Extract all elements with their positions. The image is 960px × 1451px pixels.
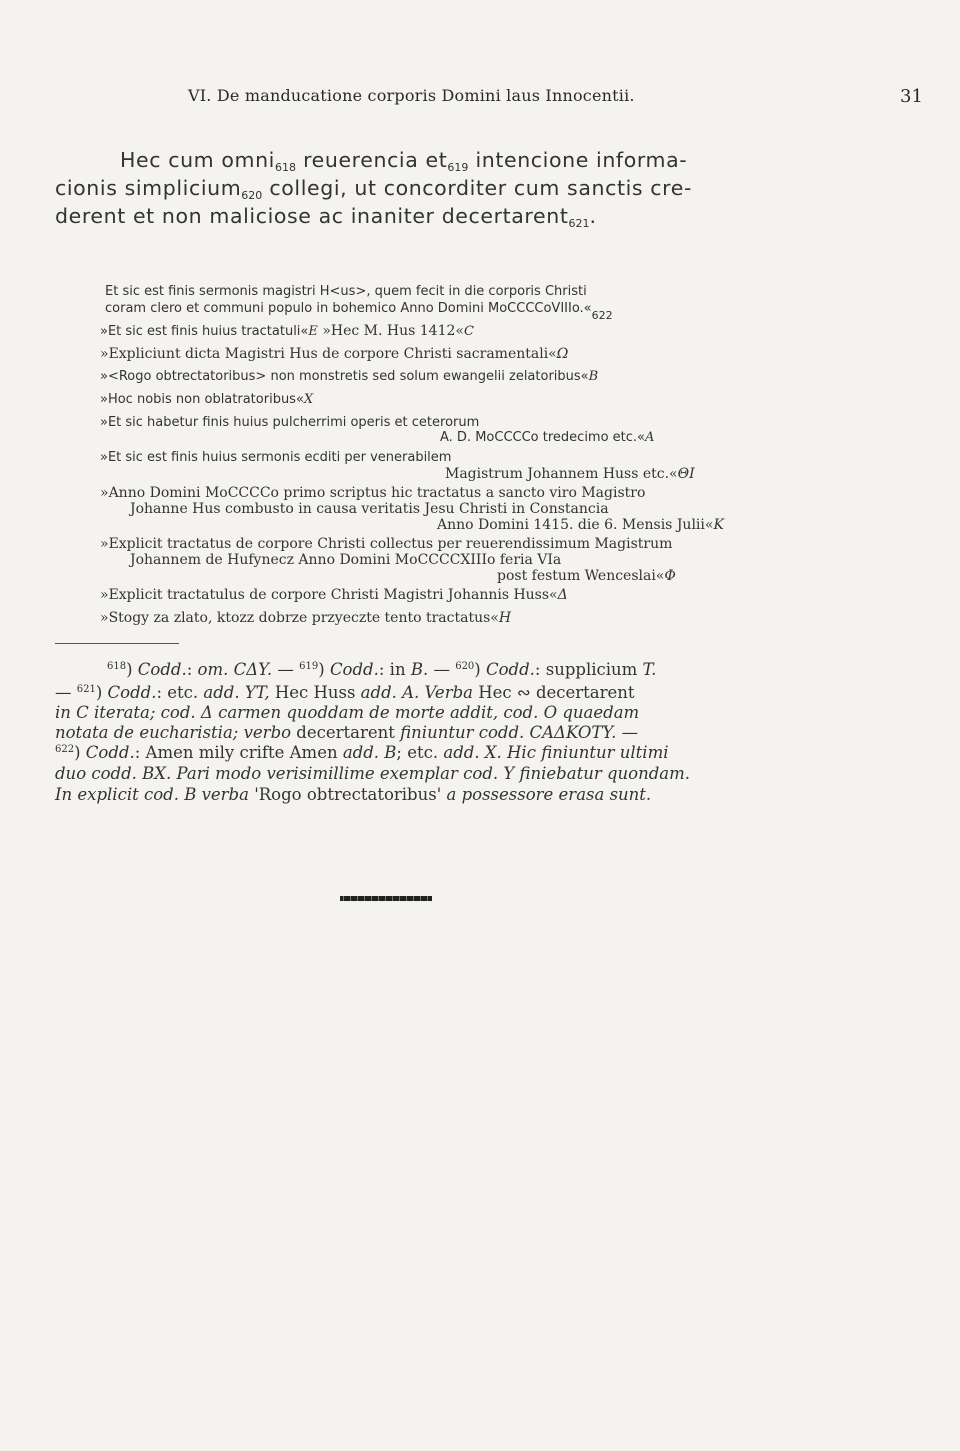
text-segment: — bbox=[428, 660, 456, 679]
text-segment: derent et non maliciose ac inaniter decertarent bbox=[55, 204, 569, 228]
text-segment: reuerencia et bbox=[295, 148, 448, 172]
text-segment: : supplicium bbox=[534, 660, 643, 679]
explicit-line bbox=[497, 568, 676, 584]
text-segment: : etc. bbox=[156, 683, 204, 702]
footnote-line bbox=[55, 743, 669, 762]
explicit-line bbox=[130, 552, 561, 568]
siglum: B bbox=[588, 369, 599, 384]
running-title: VI. De manducatione corporis Domini laus Innocentii. bbox=[188, 86, 635, 105]
text-segment: Hec Huss bbox=[269, 683, 361, 702]
text-segment: »Et sic habetur finis huius pulcherrimi operis et ceterorum bbox=[100, 415, 480, 430]
text-segment: Magistrum Johannem Huss etc.« bbox=[445, 466, 678, 482]
footnote-line bbox=[55, 723, 638, 742]
siglum: Δ bbox=[557, 587, 568, 603]
explicit-line bbox=[100, 369, 598, 384]
siglum: ΘI bbox=[677, 466, 695, 482]
footnote-line bbox=[55, 785, 651, 804]
explicit-line bbox=[130, 501, 609, 517]
text-segment: decertarent bbox=[291, 723, 401, 742]
footnote-number: 621 bbox=[76, 684, 96, 695]
text-segment: Codd. bbox=[85, 743, 135, 762]
footnote-ref-619: 619 bbox=[447, 161, 469, 174]
text-segment: . bbox=[589, 204, 597, 228]
text-segment: coram clero et communi populo in bohemico Anno Domini MoCCCCoVIIIo.« bbox=[105, 301, 592, 316]
siglum: C bbox=[463, 324, 474, 339]
text-segment: »Stogy za zlato, ktozz dobrze przyeczte tento tractatus« bbox=[100, 610, 499, 626]
siglum: H bbox=[498, 610, 512, 626]
text-segment: notata de eucharistia; verbo bbox=[55, 723, 292, 742]
text-segment: »Explicit tractatus de corpore Christi collectus per reuerendissimum Magistrum bbox=[100, 536, 673, 552]
footnote-separator bbox=[55, 643, 179, 644]
footnote-number: 618 bbox=[107, 661, 127, 672]
text-segment: post festum Wenceslai« bbox=[497, 568, 665, 584]
text-segment: »<Rogo obtrectatoribus> non monstretis sed solum ewangelii zelatoribus« bbox=[100, 369, 589, 384]
text-segment: : Amen mily crifte Amen bbox=[134, 743, 343, 762]
text-segment: add. A. Verba bbox=[360, 683, 473, 702]
footnote-ref-618: 618 bbox=[274, 161, 296, 174]
footnote-number: 622 bbox=[55, 744, 75, 755]
text-segment: ) bbox=[474, 660, 486, 679]
text-segment: : bbox=[186, 660, 198, 679]
page-number: 31 bbox=[900, 86, 923, 107]
explicit-line bbox=[100, 346, 568, 362]
explicit-line bbox=[445, 466, 695, 482]
text-segment: Hec ∾ decertarent bbox=[472, 683, 635, 702]
footnote-line bbox=[55, 703, 639, 722]
footnote-line bbox=[55, 764, 690, 783]
text-segment: — bbox=[55, 683, 77, 702]
explicit-line bbox=[105, 284, 587, 299]
text-segment: Codd. bbox=[329, 660, 379, 679]
footnote-ref-620: 620 bbox=[241, 189, 263, 202]
siglum: Φ bbox=[664, 568, 676, 584]
footnote-line bbox=[107, 660, 656, 679]
footnote-number: 619 bbox=[299, 661, 319, 672]
explicit-line bbox=[100, 392, 313, 407]
text-segment: ) bbox=[318, 660, 330, 679]
text-segment: add. YT, bbox=[203, 683, 270, 702]
siglum: X bbox=[303, 392, 314, 407]
explicit-line bbox=[100, 536, 672, 552]
text-segment: In explicit cod. B verba bbox=[55, 785, 249, 804]
footnote-number: 620 bbox=[455, 661, 475, 672]
explicit-line bbox=[100, 415, 479, 430]
explicit-line bbox=[100, 323, 474, 339]
explicit-line bbox=[105, 301, 613, 322]
explicit-line bbox=[437, 517, 724, 533]
text-segment: ) bbox=[126, 660, 138, 679]
siglum: A bbox=[645, 430, 655, 445]
text-segment: »Et sic est finis huius sermonis ecditi per venerabilem bbox=[100, 450, 452, 465]
text-segment: : in bbox=[378, 660, 411, 679]
footnote-ref-621: 621 bbox=[568, 217, 590, 230]
text-segment: duo codd. BX. Pari modo verisimillime exemplar cod. Y finiebatur quondam. bbox=[55, 764, 691, 783]
text-segment: a possessore erasa sunt. bbox=[446, 785, 652, 804]
text-segment: ) bbox=[74, 743, 86, 762]
text-segment: T. bbox=[642, 660, 657, 679]
explicit-line bbox=[440, 430, 654, 445]
siglum: E bbox=[308, 324, 318, 339]
text-segment: Hec cum omni bbox=[120, 148, 275, 172]
printer-mark bbox=[340, 896, 432, 901]
text-segment: add. X. Hic finiuntur ultimi bbox=[443, 743, 669, 762]
explicit-line bbox=[100, 587, 568, 603]
footnote-line bbox=[55, 683, 635, 702]
siglum: K bbox=[713, 517, 724, 533]
text-segment: B. bbox=[410, 660, 429, 679]
text-segment: »Anno Domini MoCCCCo primo scriptus hic tractatus a sancto viro Magistro bbox=[100, 485, 646, 501]
text-segment: add. B bbox=[342, 743, 397, 762]
explicit-line bbox=[100, 485, 645, 501]
text-segment: collegi, ut concorditer cum sanctis cre- bbox=[262, 176, 692, 200]
main-line-3 bbox=[55, 202, 597, 238]
text-segment: ; etc. bbox=[396, 743, 444, 762]
text-segment: cionis simplicium bbox=[55, 176, 242, 200]
footnote-ref-622: 622 bbox=[591, 309, 613, 322]
text-segment: finiuntur codd. CAΔKOTY. bbox=[400, 723, 617, 742]
text-segment: ) bbox=[95, 683, 108, 702]
text-segment: A. D. MoCCCCo tredecimo etc.« bbox=[440, 430, 646, 445]
text-segment: — bbox=[616, 723, 639, 742]
text-segment: »Expliciunt dicta Magistri Hus de corpore Christi sacramentali« bbox=[100, 346, 557, 362]
text-segment: Johannem de Hufynecz Anno Domini MoCCCCXIIIo feria VIa bbox=[130, 552, 562, 568]
text-segment: »Explicit tractatulus de corpore Christi Magistri Johannis Huss« bbox=[100, 587, 558, 603]
text-segment: — bbox=[272, 660, 300, 679]
text-segment: »Hoc nobis non oblatratoribus« bbox=[100, 392, 304, 407]
explicit-line bbox=[100, 610, 511, 626]
text-segment: Johanne Hus combusto in causa veritatis Jesu Christi in Constancia bbox=[130, 501, 609, 517]
explicit-line bbox=[100, 450, 451, 465]
text-segment: Anno Domini 1415. die 6. Mensis Julii« bbox=[437, 517, 714, 533]
text-segment: »Et sic est finis huius tractatuli« bbox=[100, 324, 309, 339]
text-segment: Codd. bbox=[137, 660, 187, 679]
siglum: Ω bbox=[556, 346, 569, 362]
text-segment: intencione informa- bbox=[468, 148, 688, 172]
text-segment: 'Rogo obtrectatoribus' bbox=[248, 785, 447, 804]
text-segment: om. CΔY. bbox=[197, 660, 273, 679]
text-segment: in C iterata; cod. Δ carmen quoddam de morte addit, cod. O quaedam bbox=[55, 703, 640, 722]
text-segment: Codd. bbox=[107, 683, 157, 702]
text-segment: Codd. bbox=[485, 660, 535, 679]
text-segment: »Hec M. Hus 1412« bbox=[317, 323, 464, 339]
text-segment: Et sic est finis sermonis magistri H<us>, quem fecit in die corporis Christi bbox=[105, 284, 587, 299]
